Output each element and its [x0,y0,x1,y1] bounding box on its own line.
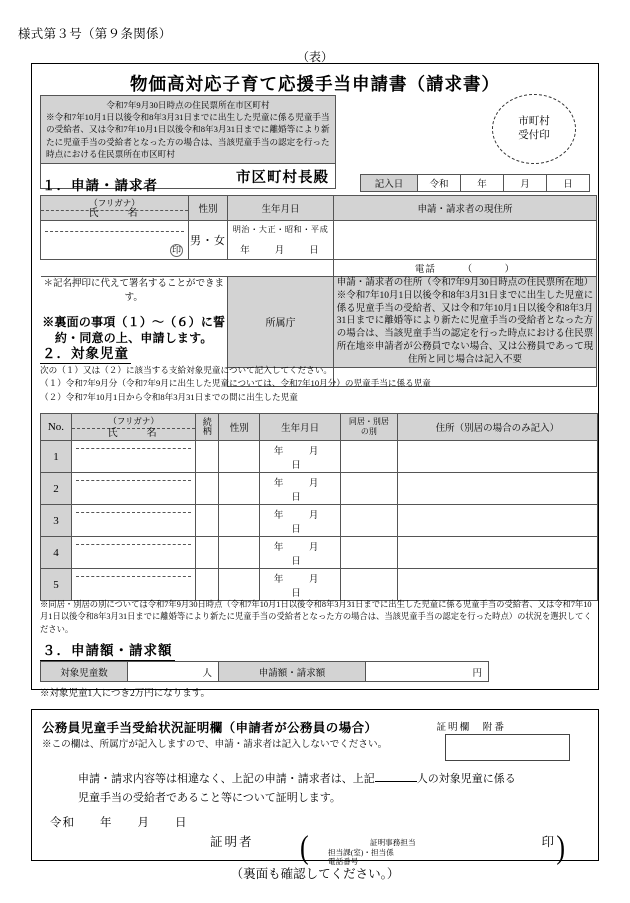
child-cohabit-label-1: 同居・別居 [348,416,389,426]
child-birthdate-input[interactable]: 年 月 日 [260,441,341,473]
brace-left-icon: ( [300,829,309,866]
stamp-line-2: 受付印 [518,130,550,141]
table-row [41,473,598,505]
side-label: （表） [296,50,333,64]
footer-note: （裏面も確認してください。） [230,867,400,881]
amount-table [40,661,489,682]
applicant-birthdate-input[interactable] [228,221,334,260]
intro-gray-box [40,95,336,164]
child-row-no: 4 [41,537,72,569]
table-row [41,441,598,473]
document-title: 物価高対応子育て応援手当申請書（請求書） [130,74,500,94]
name-dashed-line [45,231,184,232]
child-row-no: 1 [41,441,72,473]
table-row [41,569,598,601]
table-row [41,414,598,441]
child-cohabit-input[interactable] [340,441,397,473]
section2-footnote: ※同居・別居の別については令和7年9月30日時点（令和7年10月1日以後令和8年3月31日までに出生した児童に係る児童手当の受給者、又は令和7年10月1日以後令和8年3月31日までに離婚等により新たに児童手当の受給者となった方の場合は、当該児童手当の認定を行った時点）の状況を選択してください。 [40,600,592,634]
city-reception-stamp [492,94,576,164]
child-address-input[interactable] [397,473,597,505]
section2-condition-1: （１）令和7年9月分（令和7年9月に出生した児童については、令和7年10月分）の児童手当に係る児童 [40,378,431,389]
inkan-seal-mark: 印 [171,245,181,255]
certification-field-label: 証明欄 附番 [436,722,506,733]
applicant-furigana-label: （フリガナ） [41,197,188,211]
child-address-input[interactable] [397,569,597,601]
child-gender-input[interactable] [219,505,260,537]
applicant-phone-input[interactable]: 電話 （ ） [334,260,597,277]
section1-heading: １．申請・請求者 [40,174,160,196]
table-row [41,221,597,260]
certification-count-blank[interactable] [375,781,417,782]
certification-date[interactable]: 令和 年 月 日 [50,817,188,829]
form-number: 様式第３号（第９条関係） [18,27,172,41]
section3-note: ※対象児童1人につき2万円になります。 [40,689,211,699]
children-table [40,413,598,601]
child-birthdate-input[interactable]: 年 月 日 [260,569,341,601]
signature-note: ＊記名押印に代えて署名することができます。 [43,279,224,304]
certification-body-post: 人の対象児童に係る [416,773,516,785]
child-name-input[interactable] [71,505,195,537]
record-date-day[interactable]: 日 [547,175,590,192]
child-name-input[interactable] [71,537,195,569]
certification-number-input[interactable] [445,734,570,761]
record-date-year[interactable]: 年 [461,175,504,192]
brace-right-icon: ) [556,829,565,866]
child-cohabit-input[interactable] [340,569,397,601]
section2-notes [40,364,431,404]
affiliation-cell: 所属庁 [228,277,334,368]
applicant-birthdate-header: 生年月日 [228,196,334,221]
record-date-label: 記入日 [361,175,418,192]
stamp-line-1: 市町村 [518,115,550,127]
spacer-cell [41,260,334,277]
child-birthdate-header: 生年月日 [260,414,341,441]
child-relation-input[interactable] [196,505,219,537]
child-birthdate-input[interactable]: 年 月 日 [260,473,341,505]
child-cohabit-input[interactable] [340,473,397,505]
child-name-input[interactable] [71,473,195,505]
child-gender-input[interactable] [219,473,260,505]
applicant-name-label: 氏 名 [88,208,141,219]
contact-line-3: 電話番号 [328,857,359,867]
child-birthdate-input[interactable]: 年 月 日 [260,505,341,537]
child-birthdate-input[interactable]: 年 月 日 [260,537,341,569]
applicant-name-input[interactable] [41,221,189,260]
applicant-gender-select[interactable]: 男・女 [189,221,228,260]
child-name-dash [76,448,191,449]
contact-line-2: 担当課(室)・担当係 [328,847,394,857]
child-address-input[interactable] [397,505,597,537]
child-address-header: 住所（別居の場合のみ記入） [397,414,597,441]
child-cohabit-header [340,414,397,441]
table-row [41,537,598,569]
child-count-label: 対象児童数 [41,662,128,682]
child-cohabit-input[interactable] [340,537,397,569]
child-gender-header: 性別 [219,414,260,441]
certification-contact-lines [316,838,416,867]
child-name-input[interactable] [71,569,195,601]
child-name-dash [76,544,191,545]
child-relation-input[interactable] [196,537,219,569]
child-address-input[interactable] [397,537,597,569]
pledge-note: ※裏面の事項（１）～（６）に誓約・同意の上、申請します。 [42,314,226,346]
record-date-table [360,174,590,192]
intro-body-text: ※令和7年10月1日以後令和8年3月31日までに出生した児童に係る児童手当の受給者、又は令和7年10月1日以後令和8年3月31日までに離婚等により新たに児童手当の受給者となった方の場合は、当該児童手当の認定を行った時点における住民票所在市区町村 [46,112,330,159]
section2-heading-wrap [40,342,131,364]
certification-title: 公務員児童手当受給状況証明欄（申請者が公務員の場合） [42,721,378,735]
child-no-header: No. [41,414,72,441]
child-relation-label: 続柄 [202,416,212,436]
applicant-address-header: 申請・請求者の現住所 [334,196,597,221]
certification-seal-label: 印 [541,835,554,849]
certification-body-pre: 申請・請求内容等は相違なく、上記の申請・請求者は、上記 [78,773,375,785]
birth-ymd: 年 月 日 [240,246,321,256]
certification-body-line-2: 児童手当の受給者であること等について証明します。 [78,792,341,804]
table-row [41,662,489,682]
table-row [41,196,597,221]
address-note-cell: 申請・請求者の住所（令和7年9月30日時点の住民票所在地）※令和7年10月1日以後令和8年3月31日までに出生した児童に係る児童手当の受給者、又は令和7年10月1日以後令和8年3月31日までに離婚等により新たに児童手当の受給者となった方の場合は、当該児童手当の認定を行った時点における住民票所在地※申請者が公務員でない場合、又は公務員であって現住所と同じ場合は記入不要 [334,277,597,368]
child-name-header [71,414,195,441]
child-furigana-label: （フリガナ） [72,415,195,429]
section3-heading-wrap [40,639,175,661]
section2-intro: 次の（１）又は（２）に該当する支給対象児童について記入してください。 [40,365,333,375]
table-row [361,175,590,192]
certification-body-line-1 [78,770,516,786]
addressee-line: 市区町村長殿 [40,164,336,189]
main-form-box [31,63,599,699]
child-gender-input[interactable] [219,569,260,601]
section3-heading: ３．申請額・請求額 [40,639,175,661]
child-gender-input[interactable] [219,441,260,473]
era-options: 明治・大正・昭和・平成 [232,225,329,234]
child-name-dash [76,512,191,513]
certification-signer-label: 証明者 [210,835,254,849]
child-gender-input[interactable] [219,537,260,569]
child-row-no: 5 [41,569,72,601]
intro-center-line: 令和7年9月30日時点の住民票所在市区町村 [106,100,270,110]
child-relation-input[interactable] [196,441,219,473]
child-row-no: 2 [41,473,72,505]
amount-input[interactable]: 円 [366,662,489,682]
child-count-input[interactable]: 人 [128,662,219,682]
child-cohabit-input[interactable] [340,505,397,537]
certification-contact-brace [300,829,565,867]
applicant-name-header [41,196,189,221]
child-name-label: 氏 名 [107,428,160,439]
applicant-gender-header: 性別 [189,196,228,221]
table-row [41,260,597,277]
section2-condition-2: （２）令和7年10月1日から令和8年3月31日までの間に出生した児童 [40,391,298,402]
child-relation-input[interactable] [196,569,219,601]
record-date-month[interactable]: 月 [504,175,547,192]
child-name-dash [76,576,191,577]
child-cohabit-label-2: の別 [360,427,377,436]
child-name-input[interactable] [71,441,195,473]
table-row [41,505,598,537]
child-row-no: 3 [41,505,72,537]
child-name-dash [76,480,191,481]
certification-box [31,709,599,867]
amount-label: 申請額・請求額 [219,662,366,682]
child-relation-input[interactable] [196,473,219,505]
certification-subtitle: ※この欄は、所属庁が記入しますので、申請・請求者は記入しないでください。 [42,739,388,750]
record-date-era: 令和 [418,175,461,192]
child-relation-header [196,414,219,441]
contact-line-1: 証明事務担当 [370,838,416,847]
child-address-input[interactable] [397,441,597,473]
section2-heading: ２．対象児童 [40,342,131,364]
applicant-address-input[interactable] [334,221,597,260]
